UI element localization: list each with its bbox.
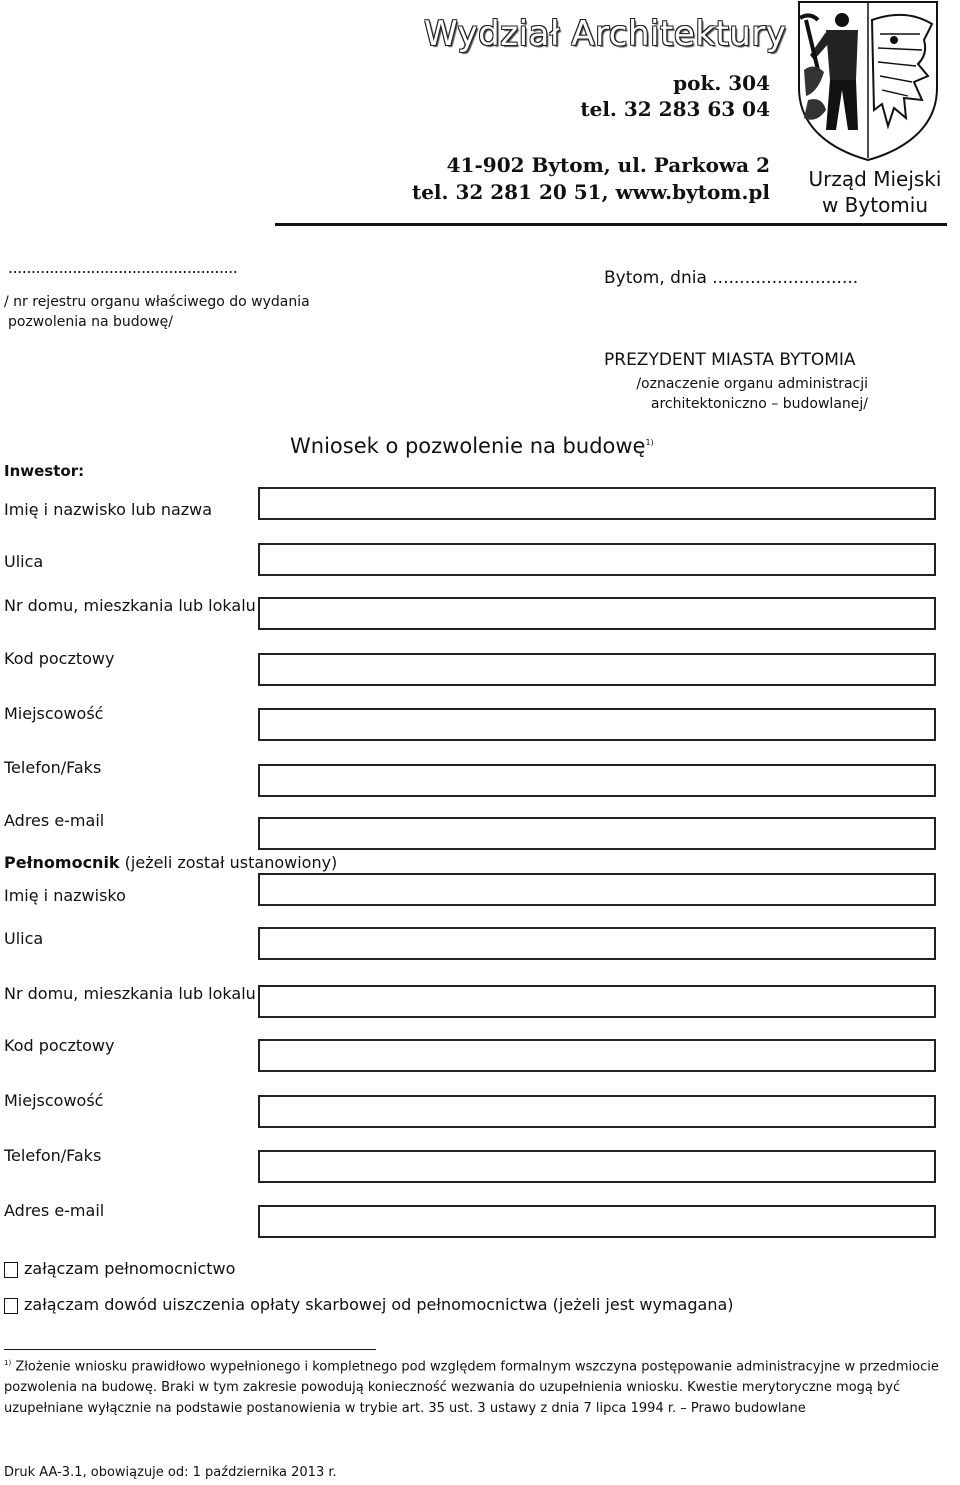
proxy-email-label: Adres e-mail xyxy=(4,1201,105,1220)
checkbox-icon[interactable] xyxy=(4,1298,18,1314)
proxy-house-number-label: Nr domu, mieszkania lub lokalu xyxy=(4,984,256,1003)
proxy-heading xyxy=(4,853,337,872)
investor-postal-code-label: Kod pocztowy xyxy=(4,649,115,668)
investor-email-label: Adres e-mail xyxy=(4,811,105,830)
proxy-name-label: Imię i nazwisko xyxy=(4,886,126,905)
proxy-postal-code-field[interactable] xyxy=(258,1039,936,1072)
street-address: 41-902 Bytom, ul. Parkowa 2 xyxy=(446,153,770,177)
authority-name: PREZYDENT MIASTA BYTOMIA xyxy=(604,350,856,370)
investor-house-number-label: Nr domu, mieszkania lub lokalu xyxy=(4,596,256,615)
investor-phone-field[interactable] xyxy=(258,764,936,797)
registry-note-line1: / nr rejestru organu właściwego do wydania xyxy=(4,294,310,310)
proxy-name-field[interactable] xyxy=(258,873,936,906)
investor-street-field[interactable] xyxy=(258,543,936,576)
registry-note xyxy=(4,292,310,332)
investor-heading: Inwestor: xyxy=(4,462,85,480)
date-line[interactable]: Bytom, dnia ........................... xyxy=(604,268,859,288)
bytom-coat-of-arms-icon xyxy=(796,0,940,162)
header-rule xyxy=(275,223,947,226)
registry-number-line[interactable]: .................................................. xyxy=(8,258,238,277)
attachment-fee-receipt-label: załączam dowód uiszczenia opłaty skarbowej od pełnomocnictwa (jeżeli jest wymagana) xyxy=(24,1295,734,1314)
proxy-heading-note: (jeżeli został ustanowiony) xyxy=(119,853,338,872)
office-name xyxy=(790,166,960,218)
attachment-power-of-attorney-label: załączam pełnomocnictwo xyxy=(24,1259,236,1278)
form-title-text: Wniosek o pozwolenie na budowę xyxy=(290,434,646,458)
investor-city-field[interactable] xyxy=(258,708,936,741)
footnote-line1 xyxy=(4,1353,959,1377)
phone-number: tel. 32 283 63 04 xyxy=(580,97,770,121)
proxy-house-number-field[interactable] xyxy=(258,985,936,1018)
footnote-text1: Złożenie wniosku prawidłowo wypełnionego i kompletnego pod względem formalnym wszczyna postępowanie administracyjne w przedmiocie xyxy=(15,1359,939,1375)
form-title-footnote-ref: 1) xyxy=(645,438,654,447)
room-number: pok. 304 xyxy=(673,71,770,95)
footnote-marker: 1) xyxy=(4,1359,12,1367)
authority-note-line2: architektoniczno – budowlanej/ xyxy=(650,396,868,412)
investor-house-number-field[interactable] xyxy=(258,597,936,630)
office-line1: Urząd Miejski xyxy=(808,167,942,191)
investor-phone-label: Telefon/Faks xyxy=(4,758,102,777)
footnote-rule xyxy=(4,1349,376,1350)
proxy-heading-bold: Pełnomocnik xyxy=(4,853,120,872)
authority-note-line1: /oznaczenie organu administracji xyxy=(636,376,868,392)
investor-name-label: Imię i nazwisko lub nazwa xyxy=(4,500,213,519)
footnote-line2: pozwolenia na budowę. Braki w tym zakresie powodują konieczność wezwania do uzupełnienia wniosku. Kwestie merytoryczne mogą być xyxy=(4,1380,901,1396)
form-title xyxy=(290,434,654,458)
investor-email-field[interactable] xyxy=(258,817,936,850)
registry-note-line2: pozwolenia na budowę/ xyxy=(8,314,174,330)
footnote-line3: uzupełniane wyłącznie na podstawie postanowienia w trybie art. 35 ust. 3 ustawy z dnia 7 lipca 1994 r. – Prawo budowlane xyxy=(4,1401,806,1417)
investor-city-label: Miejscowość xyxy=(4,704,104,723)
department-title: Wydział Architektury xyxy=(424,14,787,54)
investor-street-label: Ulica xyxy=(4,552,44,571)
proxy-email-field[interactable] xyxy=(258,1205,936,1238)
phone-website: tel. 32 281 20 51, www.bytom.pl xyxy=(411,180,770,204)
address-block xyxy=(412,152,770,206)
print-code: Druk AA-3.1, obowiązuje od: 1 października 2013 r. xyxy=(4,1465,337,1480)
checkbox-icon[interactable] xyxy=(4,1262,18,1278)
proxy-street-label: Ulica xyxy=(4,929,44,948)
proxy-street-field[interactable] xyxy=(258,927,936,960)
proxy-phone-field[interactable] xyxy=(258,1150,936,1183)
proxy-city-field[interactable] xyxy=(258,1095,936,1128)
office-line2: w Bytomiu xyxy=(821,193,929,217)
footnote xyxy=(4,1353,959,1419)
investor-postal-code-field[interactable] xyxy=(258,653,936,686)
proxy-city-label: Miejscowość xyxy=(4,1091,104,1110)
investor-name-field[interactable] xyxy=(258,487,936,520)
proxy-postal-code-label: Kod pocztowy xyxy=(4,1036,115,1055)
proxy-phone-label: Telefon/Faks xyxy=(4,1146,102,1165)
room-and-phone xyxy=(580,70,770,122)
authority-note xyxy=(600,374,868,414)
